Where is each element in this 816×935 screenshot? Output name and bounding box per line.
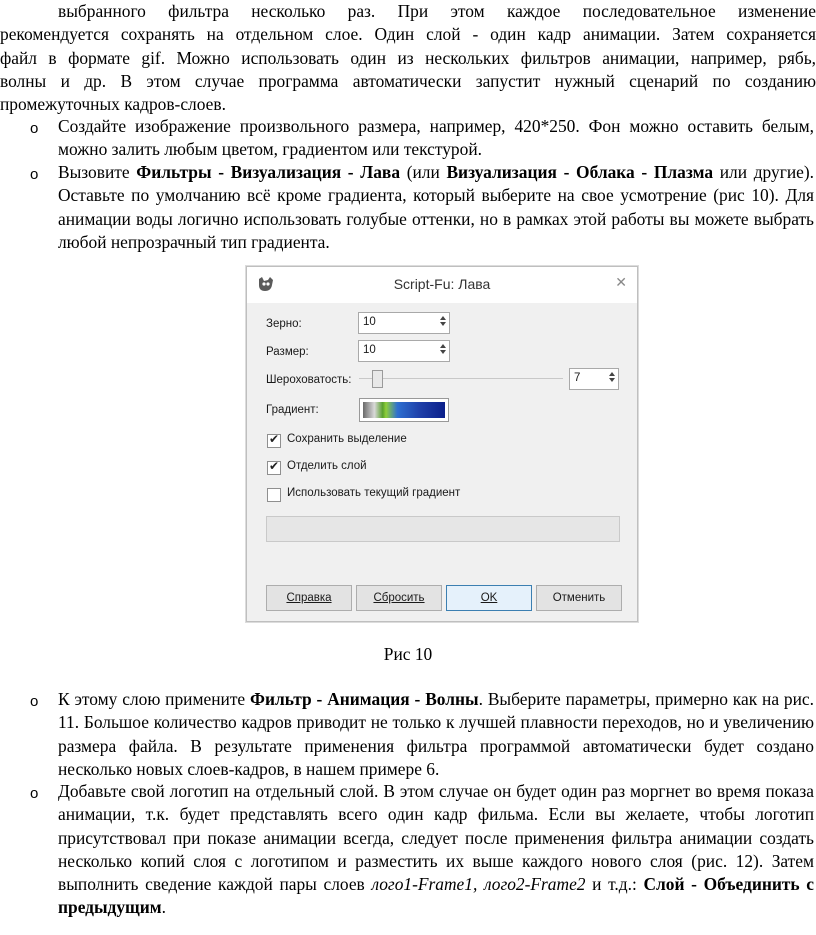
size-spinbox[interactable] bbox=[358, 340, 450, 362]
use-current-gradient-checkbox[interactable] bbox=[267, 488, 281, 502]
script-fu-lava-dialog bbox=[246, 266, 638, 622]
item3-menu-path: Фильтр - Анимация - Волны bbox=[250, 689, 479, 709]
list-item-2 bbox=[58, 161, 814, 254]
list-item-3 bbox=[58, 688, 814, 781]
gradient-label: Градиент: bbox=[266, 404, 319, 416]
checkmark-icon: ✔ bbox=[269, 432, 280, 446]
item2-post: или другие). Оставьте по умолчанию всё кроме градиента, который выберите на свое усмотрение (рис 10). Для анимации воды логично использовать голубые оттенки, но в рамках этой работы вы можете выбрать любой непрозрачный тип градиента. bbox=[58, 162, 814, 252]
reset-button-label: Сбросить bbox=[373, 592, 425, 604]
progress-status-area bbox=[266, 516, 620, 542]
roughness-label: Шероховатость: bbox=[266, 374, 352, 386]
roughness-spinbox[interactable] bbox=[569, 368, 619, 390]
intro-line-3: файл в формате gif. Можно использовать один из нескольких фильтров анимации, например, рябь, bbox=[0, 47, 816, 68]
roughness-slider-handle[interactable] bbox=[372, 370, 383, 388]
spin-arrows-icon[interactable] bbox=[607, 370, 616, 387]
help-button-label: Справка bbox=[286, 592, 332, 604]
list-item-4 bbox=[58, 780, 814, 920]
roughness-value: 7 bbox=[574, 372, 581, 384]
seed-value: 10 bbox=[363, 316, 376, 328]
item4-mid: и т.д.: bbox=[585, 874, 644, 895]
ok-button[interactable] bbox=[446, 585, 532, 611]
item2-menu-path-1: Фильтры - Визуализация - Лава bbox=[136, 162, 401, 182]
list-item-1: Создайте изображение произвольного размера, например, 420*250. Фон можно оставить белым, можно залить любым цветом, градиентом или текстурой. bbox=[58, 116, 814, 160]
item4-menu-path: Слой - Объединить с предыдущим bbox=[58, 874, 814, 918]
bullet-4: o bbox=[30, 785, 39, 802]
roughness-slider-track[interactable] bbox=[359, 378, 563, 379]
item4-post: . bbox=[161, 897, 166, 918]
dialog-title: Script-Fu: Лава bbox=[393, 276, 491, 292]
item3-pre: К этому слою примените bbox=[58, 689, 251, 709]
seed-spinbox[interactable] bbox=[358, 312, 450, 334]
separate-layer-label: Отделить слой bbox=[287, 460, 367, 472]
item2-mid: (или bbox=[400, 162, 447, 182]
keep-selection-label: Сохранить выделение bbox=[287, 433, 407, 445]
figure-caption: Рис 10 bbox=[383, 644, 433, 664]
intro-line-1: выбранного фильтра несколько раз. При этом каждое последовательное изменение bbox=[58, 1, 816, 21]
intro-paragraph bbox=[0, 0, 816, 116]
separate-layer-checkbox[interactable] bbox=[267, 461, 281, 475]
item4-pre: Добавьте свой логотип на отдельный слой. В этом случае он будет один раз моргнет во время показа анимации, т.к. будет представлять всего один кадр фильма. Если вы желаете, чтобы логотип присутствовал при показе анимации всегда, следует после применения фильтра анимации создать несколько копий слоя с логотипом и разместить их выше каждого нового слоя (рис. 12). Затем выполнить сведение каждой пары слоев bbox=[58, 781, 814, 895]
cancel-button-label: Отменить bbox=[552, 592, 606, 604]
item2-menu-path-2: Визуализация - Облака - Плазма bbox=[446, 162, 714, 182]
checkmark-icon: ✔ bbox=[269, 459, 280, 473]
item3-post: . Выберите параметры, примерно как на рис. 11. Большое количество кадров приводит не только к лучшей плавности переходов, но и увеличению размера файла. В результате применения фильтра программой автоматически будет создано несколько новых слоев-кадров, в нашем примере 6. bbox=[58, 689, 814, 779]
bullet-3: o bbox=[30, 693, 39, 710]
size-value: 10 bbox=[363, 344, 376, 356]
spin-arrows-icon[interactable] bbox=[438, 342, 447, 359]
size-label: Размер: bbox=[266, 346, 309, 358]
item4-layer-names: лого1-Frame1, лого2-Frame2 bbox=[371, 874, 586, 895]
gradient-picker-button[interactable] bbox=[359, 398, 449, 422]
ok-button-label: OK bbox=[480, 592, 498, 604]
cancel-button[interactable] bbox=[536, 585, 622, 611]
reset-button[interactable] bbox=[356, 585, 442, 611]
help-button[interactable] bbox=[266, 585, 352, 611]
intro-line-2: рекомендуется сохранять на отдельном слое. Один слой - один кадр анимации. Затем сохраняется bbox=[0, 24, 816, 45]
spin-arrows-icon[interactable] bbox=[438, 314, 447, 331]
intro-line-4: волны и др. В этом случае программа автоматически запустит нужный сценарий по созданию bbox=[0, 70, 816, 91]
use-current-gradient-label: Использовать текущий градиент bbox=[287, 487, 461, 499]
close-icon[interactable]: ✕ bbox=[615, 274, 627, 290]
bullet-1: o bbox=[30, 120, 39, 137]
seed-label: Зерно: bbox=[266, 318, 302, 330]
bullet-2: o bbox=[30, 166, 39, 183]
gradient-preview bbox=[363, 402, 445, 418]
keep-selection-checkbox[interactable] bbox=[267, 434, 281, 448]
intro-line-5: промежуточных кадров-слоев. bbox=[0, 94, 226, 115]
item2-pre: Вызовите bbox=[58, 162, 137, 182]
dialog-titlebar bbox=[247, 267, 637, 303]
